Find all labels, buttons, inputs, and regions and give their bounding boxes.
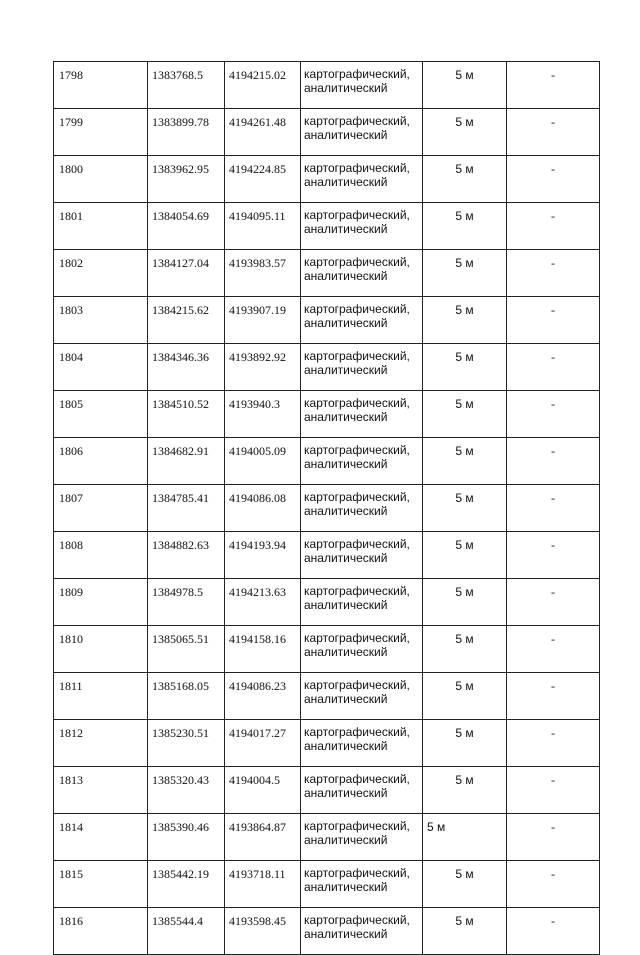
point-number-cell: 1810 [54, 626, 148, 673]
point-number-cell: 1812 [54, 720, 148, 767]
method-line-1: картографический, [304, 866, 410, 880]
y-coordinate-cell: 4194095.11 [225, 203, 301, 250]
accuracy-cell: 5 м [423, 908, 507, 955]
table-row [54, 344, 600, 391]
method-line-2: аналитический [304, 786, 388, 800]
method-line-2: аналитический [304, 81, 388, 95]
table-row [54, 767, 600, 814]
y-coordinate-cell: 4194224.85 [225, 156, 301, 203]
x-coordinate-cell: 1384346.36 [148, 344, 225, 391]
point-number-cell: 1807 [54, 485, 148, 532]
point-number-cell: 1815 [54, 861, 148, 908]
note-cell: - [507, 673, 600, 720]
y-coordinate-cell: 4194017.27 [225, 720, 301, 767]
accuracy-cell: 5 м [423, 720, 507, 767]
note-cell: - [507, 156, 600, 203]
note-cell: - [507, 579, 600, 626]
accuracy-cell: 5 м [423, 861, 507, 908]
accuracy-cell: 5 м [423, 485, 507, 532]
accuracy-cell: 5 м [423, 579, 507, 626]
x-coordinate-cell: 1385168.05 [148, 673, 225, 720]
method-line-1: картографический, [304, 208, 410, 222]
table-row [54, 861, 600, 908]
method-cell [301, 391, 423, 438]
method-line-1: картографический, [304, 584, 410, 598]
x-coordinate-cell: 1384127.04 [148, 250, 225, 297]
method-line-2: аналитический [304, 598, 388, 612]
method-cell [301, 109, 423, 156]
method-cell [301, 626, 423, 673]
method-line-2: аналитический [304, 128, 388, 142]
note-cell: - [507, 109, 600, 156]
note-cell: - [507, 720, 600, 767]
method-line-1: картографический, [304, 114, 410, 128]
x-coordinate-cell: 1384882.63 [148, 532, 225, 579]
method-cell [301, 438, 423, 485]
note-cell: - [507, 250, 600, 297]
point-number-cell: 1816 [54, 908, 148, 955]
y-coordinate-cell: 4193892.92 [225, 344, 301, 391]
method-cell [301, 861, 423, 908]
y-coordinate-cell: 4194261.48 [225, 109, 301, 156]
table-row [54, 720, 600, 767]
table-row [54, 485, 600, 532]
table-row [54, 203, 600, 250]
x-coordinate-cell: 1383899.78 [148, 109, 225, 156]
method-cell [301, 62, 423, 109]
method-line-2: аналитический [304, 739, 388, 753]
method-cell [301, 297, 423, 344]
y-coordinate-cell: 4193598.45 [225, 908, 301, 955]
method-cell [301, 814, 423, 861]
table-row [54, 391, 600, 438]
method-cell [301, 344, 423, 391]
point-number-cell: 1811 [54, 673, 148, 720]
y-coordinate-cell: 4194215.02 [225, 62, 301, 109]
x-coordinate-cell: 1383768.5 [148, 62, 225, 109]
table-body [54, 62, 600, 955]
y-coordinate-cell: 4193907.19 [225, 297, 301, 344]
method-cell [301, 720, 423, 767]
method-line-2: аналитический [304, 269, 388, 283]
x-coordinate-cell: 1385390.46 [148, 814, 225, 861]
y-coordinate-cell: 4193940.3 [225, 391, 301, 438]
y-coordinate-cell: 4193864.87 [225, 814, 301, 861]
table-row [54, 532, 600, 579]
table-row [54, 297, 600, 344]
y-coordinate-cell: 4194005.09 [225, 438, 301, 485]
y-coordinate-cell: 4194086.08 [225, 485, 301, 532]
note-cell: - [507, 438, 600, 485]
point-number-cell: 1799 [54, 109, 148, 156]
note-cell: - [507, 344, 600, 391]
note-cell: - [507, 626, 600, 673]
y-coordinate-cell: 4194213.63 [225, 579, 301, 626]
x-coordinate-cell: 1385442.19 [148, 861, 225, 908]
note-cell: - [507, 203, 600, 250]
method-line-1: картографический, [304, 302, 410, 316]
point-number-cell: 1814 [54, 814, 148, 861]
table-row [54, 62, 600, 109]
method-line-1: картографический, [304, 537, 410, 551]
method-line-1: картографический, [304, 67, 410, 81]
table-row [54, 156, 600, 203]
point-number-cell: 1806 [54, 438, 148, 485]
method-line-2: аналитический [304, 880, 388, 894]
x-coordinate-cell: 1384682.91 [148, 438, 225, 485]
method-line-2: аналитический [304, 645, 388, 659]
point-number-cell: 1813 [54, 767, 148, 814]
method-line-1: картографический, [304, 913, 410, 927]
y-coordinate-cell: 4194158.16 [225, 626, 301, 673]
method-line-2: аналитический [304, 833, 388, 847]
note-cell: - [507, 391, 600, 438]
method-line-2: аналитический [304, 410, 388, 424]
accuracy-cell: 5 м [423, 673, 507, 720]
method-cell [301, 250, 423, 297]
x-coordinate-cell: 1384785.41 [148, 485, 225, 532]
y-coordinate-cell: 4194086.23 [225, 673, 301, 720]
x-coordinate-cell: 1385544.4 [148, 908, 225, 955]
method-line-2: аналитический [304, 363, 388, 377]
note-cell: - [507, 485, 600, 532]
method-line-2: аналитический [304, 504, 388, 518]
method-line-1: картографический, [304, 725, 410, 739]
method-cell [301, 673, 423, 720]
method-cell [301, 908, 423, 955]
point-number-cell: 1802 [54, 250, 148, 297]
method-line-1: картографический, [304, 396, 410, 410]
method-line-2: аналитический [304, 316, 388, 330]
y-coordinate-cell: 4194193.94 [225, 532, 301, 579]
method-line-1: картографический, [304, 490, 410, 504]
accuracy-cell: 5 м [423, 438, 507, 485]
note-cell: - [507, 532, 600, 579]
method-line-1: картографический, [304, 678, 410, 692]
point-number-cell: 1800 [54, 156, 148, 203]
accuracy-cell: 5 м [423, 297, 507, 344]
table-row [54, 250, 600, 297]
method-line-1: картографический, [304, 443, 410, 457]
note-cell: - [507, 62, 600, 109]
method-line-2: аналитический [304, 222, 388, 236]
accuracy-cell: 5 м [423, 814, 507, 861]
accuracy-cell: 5 м [423, 626, 507, 673]
y-coordinate-cell: 4193718.11 [225, 861, 301, 908]
point-number-cell: 1801 [54, 203, 148, 250]
x-coordinate-cell: 1385065.51 [148, 626, 225, 673]
method-cell [301, 156, 423, 203]
point-number-cell: 1808 [54, 532, 148, 579]
method-line-2: аналитический [304, 551, 388, 565]
note-cell: - [507, 814, 600, 861]
method-line-1: картографический, [304, 255, 410, 269]
point-number-cell: 1803 [54, 297, 148, 344]
table-row [54, 814, 600, 861]
note-cell: - [507, 908, 600, 955]
method-cell [301, 532, 423, 579]
point-number-cell: 1809 [54, 579, 148, 626]
method-line-2: аналитический [304, 927, 388, 941]
accuracy-cell: 5 м [423, 62, 507, 109]
x-coordinate-cell: 1384054.69 [148, 203, 225, 250]
table-row [54, 579, 600, 626]
point-number-cell: 1798 [54, 62, 148, 109]
x-coordinate-cell: 1385230.51 [148, 720, 225, 767]
table-row [54, 673, 600, 720]
note-cell: - [507, 861, 600, 908]
method-line-1: картографический, [304, 349, 410, 363]
table-row [54, 109, 600, 156]
x-coordinate-cell: 1384215.62 [148, 297, 225, 344]
table-row [54, 626, 600, 673]
x-coordinate-cell: 1383962.95 [148, 156, 225, 203]
point-number-cell: 1804 [54, 344, 148, 391]
method-cell [301, 485, 423, 532]
accuracy-cell: 5 м [423, 767, 507, 814]
note-cell: - [507, 767, 600, 814]
accuracy-cell: 5 м [423, 203, 507, 250]
coordinates-table [53, 61, 600, 955]
point-number-cell: 1805 [54, 391, 148, 438]
method-cell [301, 203, 423, 250]
method-cell [301, 767, 423, 814]
accuracy-cell: 5 м [423, 109, 507, 156]
method-line-1: картографический, [304, 772, 410, 786]
accuracy-cell: 5 м [423, 391, 507, 438]
y-coordinate-cell: 4193983.57 [225, 250, 301, 297]
method-line-2: аналитический [304, 457, 388, 471]
table-row [54, 908, 600, 955]
x-coordinate-cell: 1384978.5 [148, 579, 225, 626]
method-line-1: картографический, [304, 161, 410, 175]
accuracy-cell: 5 м [423, 344, 507, 391]
x-coordinate-cell: 1385320.43 [148, 767, 225, 814]
accuracy-cell: 5 м [423, 532, 507, 579]
y-coordinate-cell: 4194004.5 [225, 767, 301, 814]
x-coordinate-cell: 1384510.52 [148, 391, 225, 438]
table-row [54, 438, 600, 485]
note-cell: - [507, 297, 600, 344]
accuracy-cell: 5 м [423, 156, 507, 203]
method-line-2: аналитический [304, 175, 388, 189]
method-cell [301, 579, 423, 626]
method-line-1: картографический, [304, 631, 410, 645]
method-line-2: аналитический [304, 692, 388, 706]
method-line-1: картографический, [304, 819, 410, 833]
accuracy-cell: 5 м [423, 250, 507, 297]
